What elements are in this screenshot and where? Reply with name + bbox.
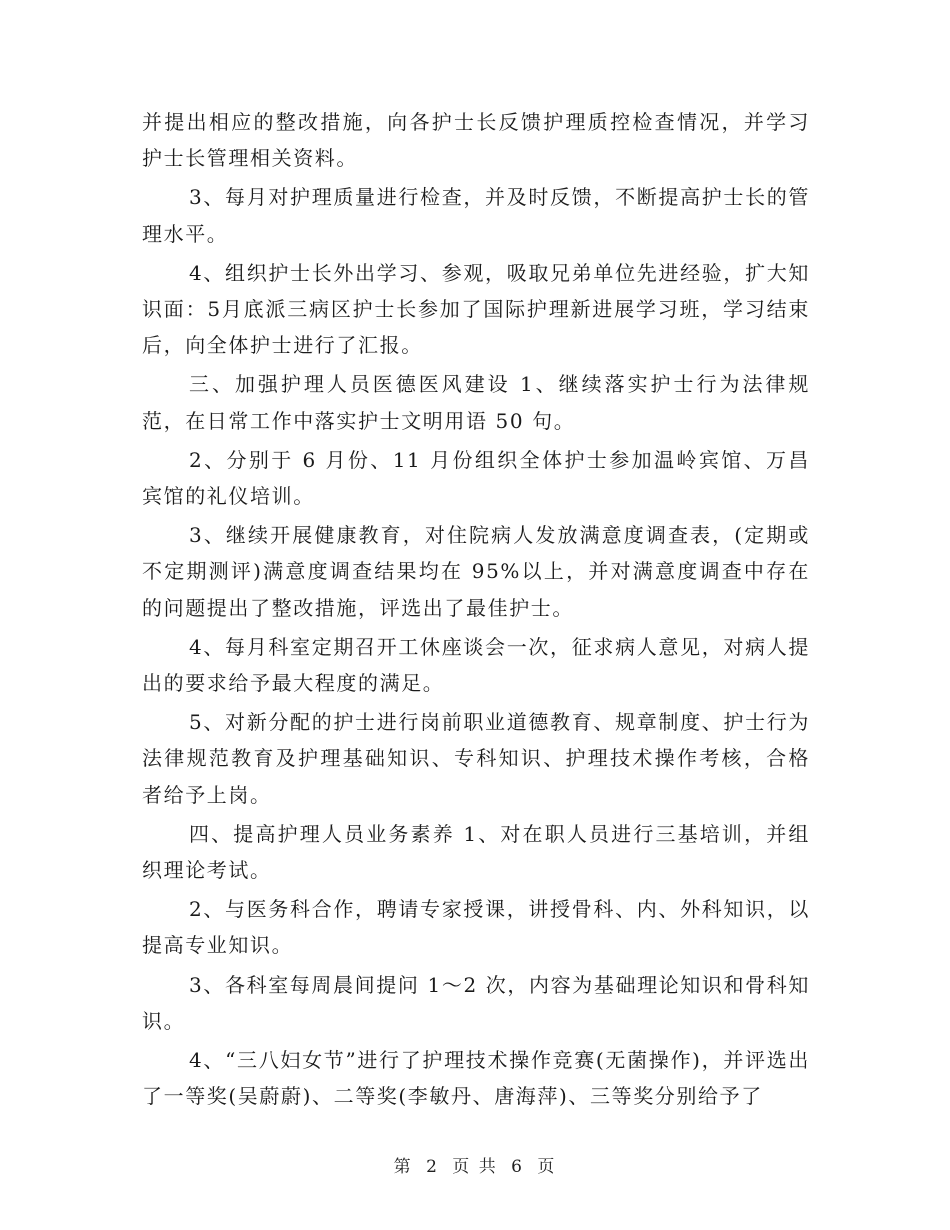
total-pages-number: 6 [511, 1157, 524, 1177]
paragraph: 4、每月科室定期召开工休座谈会一次，征求病人意见，对病人提出的要求给予最大程度的满足。 [142, 634, 810, 696]
current-page-number: 2 [426, 1157, 439, 1177]
paragraph: 4、“三八妇女节”进行了护理技术操作竞赛(无菌操作)，并评选出了一等奖(吴蔚蔚)、二等奖(李敏丹、唐海萍)、三等奖分别给予了 [142, 1048, 810, 1109]
paragraph: 四、提高护理人员业务素养 1、对在职人员进行三基培训，并组织理论考试。 [142, 821, 810, 883]
paragraph: 4、组织护士长外出学习、参观，吸取兄弟单位先进经验，扩大知识面：5月底派三病区护士长参加了国际护理新进展学习班，学习结束后，向全体护士进行了汇报。 [142, 260, 810, 358]
paragraph: 3、继续开展健康教育，对住院病人发放满意度调查表，(定期或不定期测评)满意度调查结果均在 95%以上，并对满意度调查中存在的问题提出了整改措施，评选出了最佳护士。 [142, 523, 810, 620]
footer-middle: 页 共 [452, 1157, 498, 1177]
footer-prefix: 第 [393, 1157, 413, 1177]
paragraph: 5、对新分配的护士进行岗前职业道德教育、规章制度、护士行为法律规范教育及护理基础知识、专科知识、护理技术操作考核，合格者给予上岗。 [142, 710, 810, 807]
paragraph: 3、每月对护理质量进行检查，并及时反馈，不断提高护士长的管理水平。 [142, 185, 810, 246]
paragraph: 2、与医务科合作，聘请专家授课，讲授骨科、内、外科知识，以提高专业知识。 [142, 897, 810, 958]
paragraph: 三、加强护理人员医德医风建设 1、继续落实护士行为法律规范，在日常工作中落实护士文明用语 50 句。 [142, 372, 810, 433]
paragraph: 2、分别于 6 月份、11 月份组织全体护士参加温岭宾馆、万昌宾馆的礼仪培训。 [142, 447, 810, 509]
document-body [142, 104, 810, 1117]
paragraph: 3、各科室每周晨间提问 1～2 次，内容为基础理论知识和骨科知识。 [142, 972, 810, 1033]
footer-suffix: 页 [537, 1157, 557, 1177]
page-footer [0, 1152, 950, 1177]
paragraph: 并提出相应的整改措施，向各护士长反馈护理质控检查情况，并学习护士长管理相关资料。 [142, 110, 810, 171]
